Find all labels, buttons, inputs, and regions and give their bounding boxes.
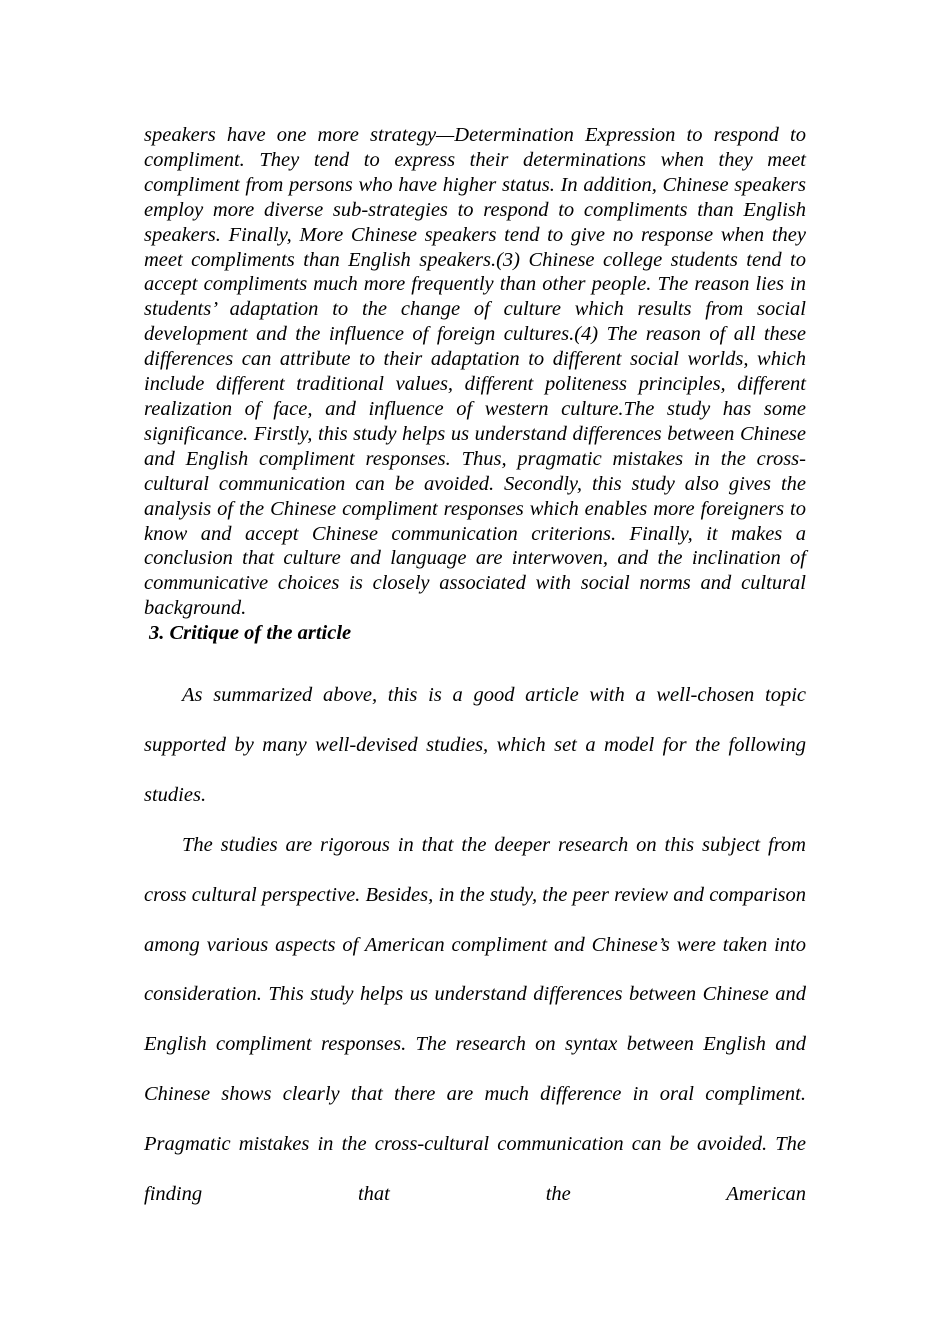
- summary-paragraph: speakers have one more strategy—Determination Expression to respond to compliment. They tend to express their determinations when they meet compliment from persons who have higher status. In addition, Chinese speakers employ more diverse sub-strategies to respond to compliments than English speakers. Finally, More Chinese speakers tend to give no response when they meet compliments than English speakers.(3) Chinese college students tend to accept compliments much more frequently than other people. The reason lies in students’ adaptation to the change of culture which results from social development and the influence of foreign cultures.(4) The reason of all these differences can attribute to their adaptation to different social worlds, which include different traditional values, different politeness principles, different realization of face, and influence of western culture.The study has some significance. Firstly, this study helps us understand differences between Chinese and English compliment responses. Thus, pragmatic mistakes in the cross-cultural communication can be avoided. Secondly, this study also gives the analysis of the Chinese compliment responses which enables more foreigners to know and accept Chinese communication criterions. Finally, it makes a conclusion that culture and language are interwoven, and the inclination of communicative choices is closely associated with social norms and cultural background.: [144, 124, 806, 620]
- section-heading: 3. Critique of the article: [149, 622, 352, 645]
- critique-paragraph-2: The studies are rigorous in that the deeper research on this subject from cross cultural perspective. Besides, in the study, the peer review and comparison among various aspects of American compliment and Chinese’s were taken into consideration. This study helps us understand differences between Chinese and English compliment responses. The research on syntax between English and Chinese shows clearly that there are much difference in oral compliment. Pragmatic mistakes in the cross-cultural communication can be avoided. The finding that the American: [144, 833, 806, 1206]
- critique-paragraph-1: As summarized above, this is a good article with a well-chosen topic supported by many well-devised studies, which set a model for the following studies.: [144, 684, 806, 806]
- document-page: [144, 123, 806, 1220]
